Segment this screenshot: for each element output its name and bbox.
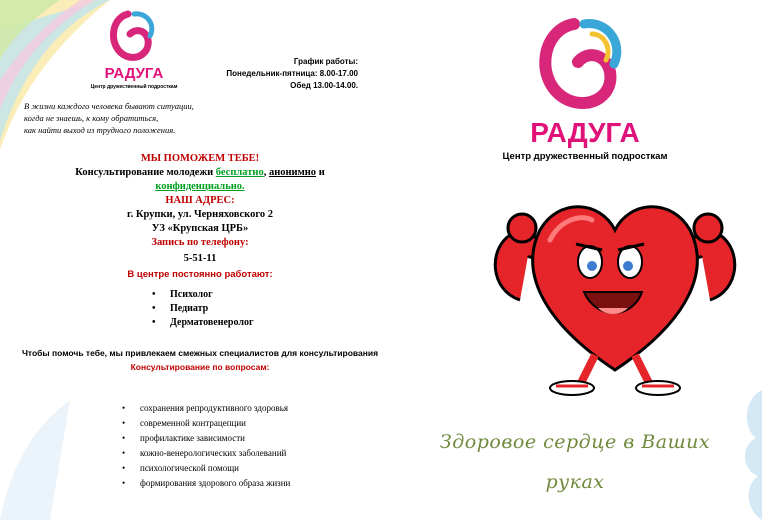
- list-item: • современной контрацепции: [122, 416, 290, 431]
- list-item: • психологической помощи: [122, 461, 290, 476]
- address-heading: НАШ АДРЕС:: [165, 195, 235, 206]
- topics-list: [122, 401, 290, 491]
- consult-free: бесплатно: [215, 167, 264, 178]
- specialists-text: Чтобы помочь тебе, мы привлекаем смежных специалистов для консультирования: [21, 348, 379, 358]
- slogan-line1: Здоровое сердце в Ваших: [439, 431, 711, 453]
- consult-conf: конфиденциально.: [155, 181, 245, 192]
- slogan-line2: руках: [545, 471, 605, 493]
- list-item: • Дерматовенеролог: [152, 316, 254, 330]
- list-item: • сохранения репродуктивного здоровья: [122, 401, 290, 416]
- logo-large-name: РАДУГА: [530, 117, 640, 148]
- intro-text: [24, 100, 254, 136]
- intro-line: как найти выход из трудного положения.: [24, 125, 176, 135]
- work-schedule: [200, 56, 358, 92]
- consult-and: и: [318, 167, 325, 178]
- staff-list: [152, 288, 254, 330]
- intro-line: В жизни каждого человека бывают ситуации,: [24, 101, 194, 111]
- specialists-block: [20, 346, 380, 374]
- consult-line: [20, 166, 380, 180]
- address-line2: УЗ «Крупская ЦРБ»: [151, 223, 249, 234]
- schedule-lunch: Обед 13.00-14.00.: [290, 81, 358, 90]
- list-item: • Педиатр: [152, 302, 254, 316]
- rainbow-logo-icon: [500, 14, 670, 164]
- schedule-title: График работы:: [293, 57, 358, 66]
- address-line1: г. Крупки, ул. Черняховского 2: [127, 209, 273, 220]
- logo-large-subtitle: Центр дружественный подросткам: [502, 151, 668, 162]
- slogan: [410, 422, 740, 502]
- consult-prefix: Консультирование молодежи: [75, 167, 214, 178]
- consult-anon: анонимно: [268, 167, 317, 178]
- phone-number: 5-51-11: [183, 253, 217, 264]
- list-item: • кожно-венерологических заболеваний: [122, 446, 290, 461]
- rainbow-logo-icon: [88, 8, 180, 92]
- logo-small-name: РАДУГА: [104, 65, 164, 82]
- list-item: • профилактике зависимости: [122, 431, 290, 446]
- list-item: • формирования здорового образа жизни: [122, 476, 290, 491]
- staff-heading: В центре постоянно работают:: [127, 269, 273, 280]
- schedule-weekdays: Понедельник-пятница: 8.00-17.00: [226, 69, 358, 78]
- intro-line: когда не знаешь, к кому обратиться,: [24, 113, 159, 123]
- consult-sep: ,: [263, 167, 267, 178]
- logo-small-subtitle: Центр дружественный подросткам: [90, 84, 178, 90]
- help-heading: МЫ ПОМОЖЕМ ТЕБЕ!: [140, 153, 260, 164]
- cloud-decoration: [722, 390, 762, 520]
- phone-heading: Запись по телефону:: [151, 237, 249, 248]
- heart-mascot-icon: [480, 180, 750, 400]
- logo-small: [88, 8, 180, 92]
- list-item: • Психолог: [152, 288, 254, 302]
- contact-block: [20, 152, 380, 282]
- logo-large: [500, 14, 670, 164]
- topics-heading: Консультирование по вопросам:: [130, 362, 270, 372]
